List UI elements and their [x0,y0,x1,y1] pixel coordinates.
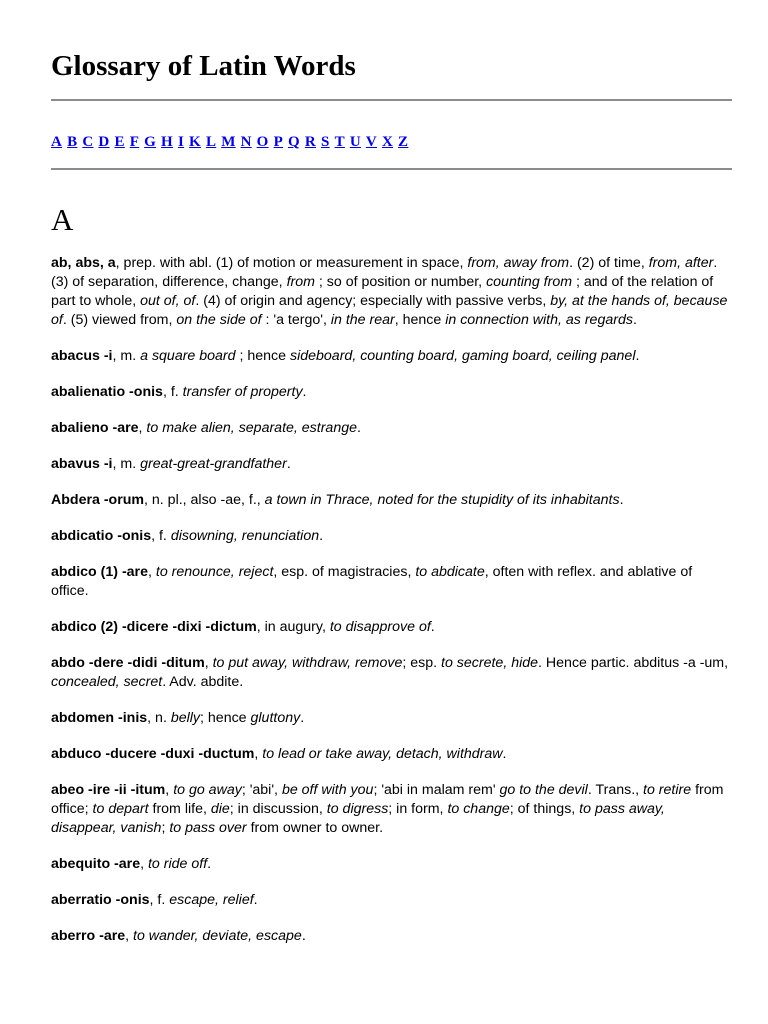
entry-headword: aberratio -onis [51,892,150,908]
entry-text: , n. [147,710,171,726]
entry-text: . [286,456,291,472]
entry-text: . (4) of origin and agency; especially with passive verbs, [195,293,551,309]
entry-text: ; 'abi in malam rem' [373,782,500,798]
entry-gloss: gluttony [250,710,301,726]
letter-link-s[interactable]: S [320,134,330,150]
entry-text: from office; [51,782,724,817]
entry-headword: abdo -dere -didi -ditum [51,655,205,671]
entry-text: , [140,856,148,872]
entry-gloss: out of, of [140,293,196,309]
entry-text: , in augury, [256,619,330,635]
letter-link-f[interactable]: F [129,134,140,150]
glossary-entry [51,709,732,728]
entry-gloss: transfer of property [182,384,303,400]
letter-link-x[interactable]: X [381,134,394,150]
entry-headword: abalieno -are [51,420,139,436]
entry-text: , hence [394,312,446,328]
entry-text: ; so of position or number, [314,274,487,290]
entry-gloss: to pass away, disappear, vanish [51,801,665,836]
section-heading: A [51,202,74,237]
entry-headword: abdico (2) -dicere -dixi -dictum [51,619,257,635]
entry-gloss: in the rear [330,312,395,328]
entry-gloss: belly [170,710,201,726]
letter-link-m[interactable]: M [221,134,236,150]
entry-text: . [357,420,361,436]
entry-text: , [204,655,213,671]
entry-gloss: die [210,801,230,817]
entry-gloss: sideboard, counting board, gaming board, ceiling panel [290,348,636,364]
entry-text: , [147,564,156,580]
entry-headword: abdico (1) -are [51,564,148,580]
glossary-entries [51,254,732,963]
entry-text: . [302,384,307,400]
letter-link-g[interactable]: G [144,134,157,150]
letter-link-n[interactable]: N [240,134,252,150]
entry-gloss: to make alien, separate, estrange [146,420,357,436]
entry-gloss: counting from [486,274,573,290]
entry-text: , [125,928,134,944]
letter-link-c[interactable]: C [82,134,94,150]
letter-link-v[interactable]: V [365,134,378,150]
entry-headword: abdomen -inis [51,710,148,726]
entry-text: , [138,420,147,436]
entry-headword: abduco -ducere -duxi -ductum [51,746,255,762]
alphabet-index [51,133,410,151]
entry-headword: abacus -i [51,348,113,364]
entry-gloss: a square board [140,348,236,364]
entry-gloss: be off with you [281,782,374,798]
page-title: Glossary of Latin Words [51,50,356,82]
entry-gloss: to lead or take away, detach, withdraw [262,746,503,762]
entry-gloss: to put away, withdraw, remove [212,655,403,671]
entry-text: . [619,492,624,508]
entry-text: ; in form, [388,801,448,817]
glossary-entry [51,781,732,838]
divider-top [51,99,732,101]
entry-text: , often with reflex. and ablative of office. [51,564,693,599]
glossary-entry [51,745,732,764]
entry-text: , f. [151,528,171,544]
letter-link-q[interactable]: Q [287,134,300,150]
glossary-entry [51,654,732,692]
entry-text: . [253,892,258,908]
entry-text: , f. [149,892,170,908]
entry-text: ; of things, [509,801,580,817]
entry-text: . (2) of time, [569,255,649,271]
entry-gloss: to change [447,801,510,817]
entry-gloss: in connection with, as regards [445,312,633,328]
entry-text: from life, [148,801,211,817]
letter-link-o[interactable]: O [256,134,269,150]
entry-gloss: by, at the hands of, because of [51,293,728,328]
entry-text: . Hence partic. abditus -a -um, [538,655,729,671]
glossary-entry [51,855,732,874]
entry-gloss: to retire [643,782,692,798]
entry-text: . Adv. abdite. [162,674,244,690]
entry-text: ; esp. [402,655,442,671]
letter-link-z[interactable]: Z [398,134,409,150]
entry-text: ; hence [200,710,251,726]
entry-text: from owner to owner. [246,820,384,836]
entry-headword: abeo -ire -ii -itum [51,782,166,798]
letter-link-d[interactable]: D [98,134,110,150]
glossary-entry [51,563,732,601]
entry-gloss: from, away from [467,255,570,271]
entry-text: , m. [112,456,141,472]
divider-bottom [51,168,732,170]
entry-gloss: concealed, secret [51,674,163,690]
letter-link-k[interactable]: K [189,134,201,150]
entry-text: , prep. with abl. (1) of motion or measurement in space, [115,255,468,271]
entry-text: ; [161,820,170,836]
entry-gloss: to secrete, hide [441,655,539,671]
letter-link-p[interactable]: P [273,134,284,150]
glossary-entry [51,891,732,910]
entry-gloss: go to the devil [499,782,588,798]
letter-link-t[interactable]: T [334,134,345,150]
entry-text: ; 'abi', [241,782,282,798]
glossary-entry [51,527,732,546]
letter-link-b[interactable]: B [67,134,78,150]
entry-text: . [319,528,324,544]
entry-gloss: to ride off [147,856,208,872]
entry-text: , esp. of magistracies, [273,564,416,580]
entry-text: . [301,928,306,944]
glossary-entry [51,455,732,474]
entry-text: ; and of the relation of part to whole, [51,274,714,309]
letter-link-r[interactable]: R [304,134,317,150]
entry-gloss: to depart [92,801,149,817]
letter-link-a[interactable]: A [51,134,63,150]
entry-headword: ab, abs, a [51,255,116,271]
entry-gloss: a town in Thrace, noted for the stupidity of its inhabitants [264,492,620,508]
entry-gloss: to renounce, reject [155,564,274,580]
entry-text: , [254,746,263,762]
entry-gloss: to wander, deviate, escape [133,928,302,944]
entry-headword: abdicatio -onis [51,528,152,544]
entry-headword: abavus -i [51,456,113,472]
glossary-entry [51,419,732,438]
entry-text: . [207,856,212,872]
entry-text: , n. pl., also -ae, f., [144,492,265,508]
entry-text: . (3) of separation, difference, change, [51,255,718,290]
entry-gloss: on the side of [176,312,262,328]
glossary-entry [51,347,732,366]
entry-text: . [632,312,637,328]
entry-text: . (5) viewed from, [62,312,177,328]
letter-link-h[interactable]: H [161,134,174,150]
entry-gloss: to abdicate [415,564,485,580]
entry-gloss: disowning, renunciation [170,528,320,544]
entry-text: . [430,619,435,635]
letter-link-i[interactable]: I [177,134,185,150]
entry-gloss: great-great-grandfather [140,456,287,472]
letter-link-u[interactable]: U [349,134,361,150]
entry-headword: abequito -are [51,856,141,872]
entry-text: . [635,348,640,364]
glossary-entry [51,383,732,402]
entry-gloss: to go away [173,782,242,798]
entry-gloss: from, after [648,255,714,271]
entry-headword: aberro -are [51,928,126,944]
entry-gloss: escape, relief [169,892,254,908]
glossary-entry [51,618,732,637]
entry-gloss: to digress [326,801,389,817]
entry-gloss: to pass over [169,820,247,836]
glossary-entry [51,927,732,946]
entry-text: : 'a tergo', [261,312,331,328]
entry-text: . Trans., [587,782,644,798]
entry-text: , f. [162,384,183,400]
entry-headword: abalienatio -onis [51,384,163,400]
entry-text: , [165,782,174,798]
entry-text: . [300,710,305,726]
letter-link-l[interactable]: L [205,134,217,150]
entry-headword: Abdera -orum [51,492,145,508]
entry-gloss: to disapprove of [329,619,431,635]
entry-text: . [502,746,507,762]
entry-text: ; in discussion, [229,801,327,817]
glossary-entry [51,254,732,330]
entry-text: ; hence [235,348,290,364]
letter-link-e[interactable]: E [114,134,125,150]
entry-text: , m. [112,348,141,364]
entry-gloss: from [286,274,315,290]
glossary-entry [51,491,732,510]
